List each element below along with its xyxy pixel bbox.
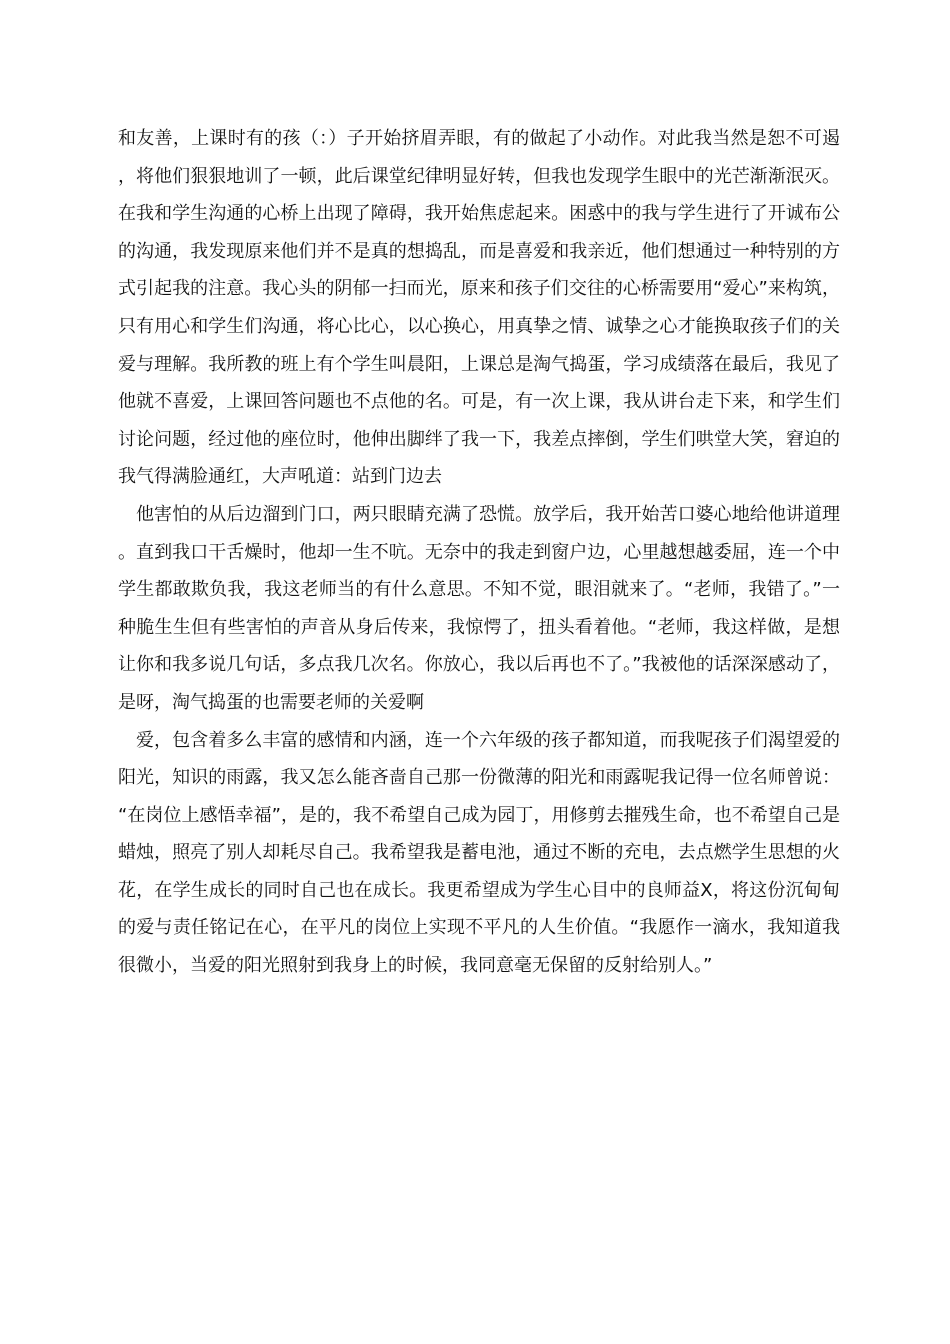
paragraph-3: 爱，包含着多么丰富的感情和内涵，连一个六年级的孩子都知道，而我呢孩子们渴望爱的阳光，知识的雨露，我又怎么能吝啬自己那一份微薄的阳光和雨露呢我记得一位名师曾说：“在岗位上感悟幸福”，是的，我不希望自己成为园丁，用修剪去摧残生命，也不希望自己是蜡烛，照亮了别人却耗尽自己。我希望我是蓄电池，通过不断的充电，去点燃学生思想的火花，在学生成长的同时自己也在成长。我更希望成为学生心目中的良师益X，将这份沉甸甸的爱与责任铭记在心，在平凡的岗位上实现不平凡的人生价值。“我愿作一滴水，我知道我很微小，当爱的阳光照射到我身上的时候，我同意毫无保留的反射给别人。” — [118, 729, 840, 977]
paragraph-2: 他害怕的从后边溜到门口，两只眼睛充满了恐慌。放学后，我开始苦口婆心地给他讲道理。直到我口干舌燥时，他却一生不吭。无奈中的我走到窗户边，心里越想越委屈，连一个中学生都敢欺负我，我这老师当的有什么意思。不知不觉，眼泪就来了。“老师，我错了。”一种脆生生但有些害怕的声音从身后传来，我惊愕了，扭头看着他。“老师，我这样做，是想让你和我多说几句话，多点我几次名。你放心，我以后再也不了。”我被他的话深深感动了，是呀，淘气捣蛋的也需要老师的关爱啊 — [118, 503, 840, 713]
paragraph-1: 和友善，上课时有的孩（：）子开始挤眉弄眼，有的做起了小动作。对此我当然是恕不可遏，将他们狠狠地训了一顿，此后课堂纪律明显好转，但我也发现学生眼中的光芒渐渐泯灭。在我和学生沟通的心桥上出现了障碍，我开始焦虑起来。困惑中的我与学生进行了开诚布公的沟通，我发现原来他们并不是真的想捣乱，而是喜爱和我亲近，他们想通过一种特别的方式引起我的注意。我心头的阴郁一扫而光，原来和孩子们交往的心桥需要用“爱心”来构筑，只有用心和学生们沟通，将心比心，以心换心，用真挚之情、诚挚之心才能换取孩子们的关爱与理解。我所教的班上有个学生叫晨阳，上课总是淘气捣蛋，学习成绩落在最后，我见了他就不喜爱，上课回答问题也不点他的名。可是，有一次上课，我从讲台走下来，和学生们讨论问题，经过他的座位时，他伸出脚绊了我一下，我差点摔倒，学生们哄堂大笑，窘迫的我气得满脸通红，大声吼道：站到门边去 — [118, 128, 840, 488]
document-body — [118, 120, 840, 985]
